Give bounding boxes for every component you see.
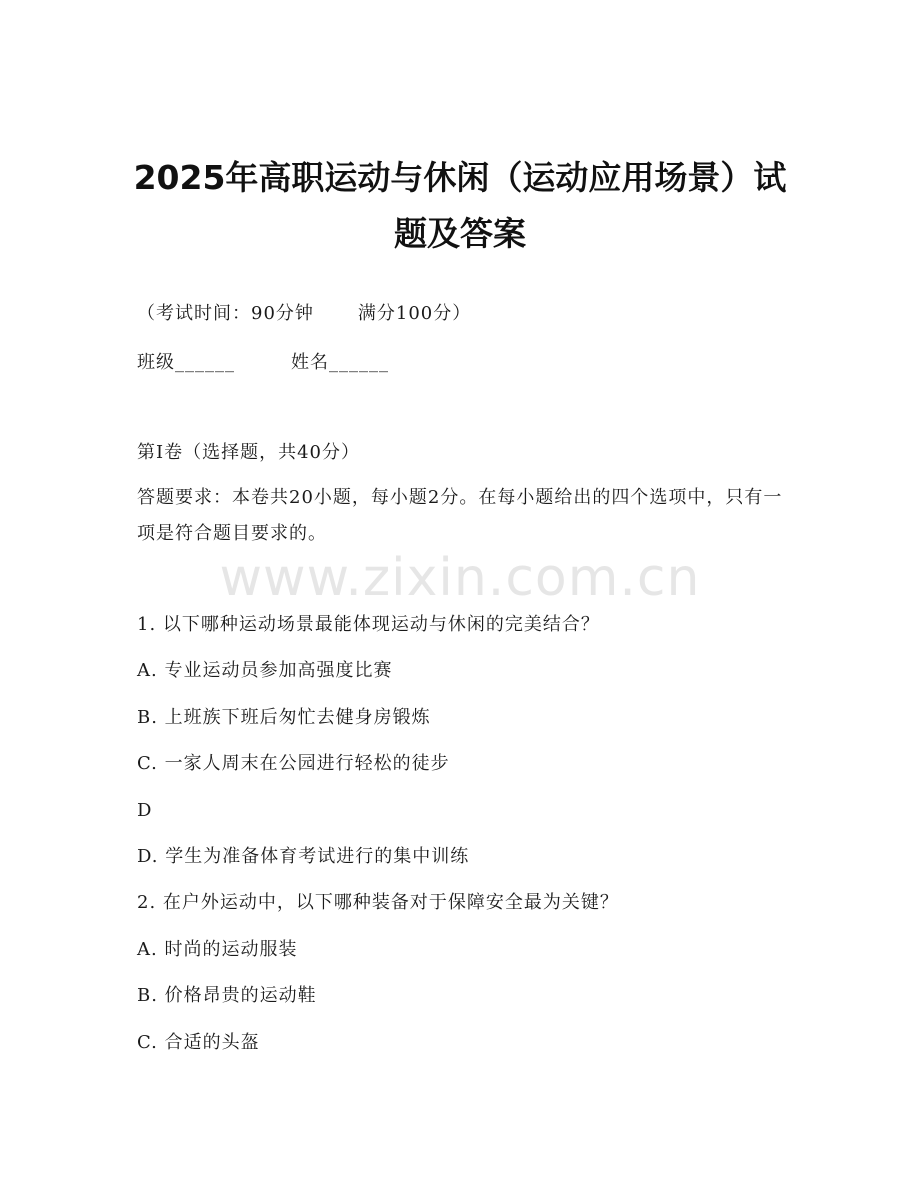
student-info	[137, 350, 389, 376]
question-1-stem: 1. 以下哪种运动场景最能体现运动与休闲的完美结合？	[137, 614, 600, 635]
class-field: 班级______	[137, 352, 235, 373]
question-1-option-a: A. 专业运动员参加高强度比赛	[137, 660, 393, 681]
question-1-option-d-stray: D	[137, 800, 153, 821]
watermark: www.zixin.com.cn	[219, 548, 701, 608]
question-1-option-b: B. 上班族下班后匆忙去健身房锻炼	[137, 707, 431, 728]
title-line-2: 题及答案	[394, 214, 526, 253]
exam-full-score: 满分100分）	[357, 303, 472, 324]
title-line-1: 2025年高职运动与休闲（运动应用场景）试	[133, 158, 787, 197]
document-title	[100, 150, 820, 262]
question-2-option-c: C. 合适的头盔	[137, 1032, 260, 1053]
question-1-option-c: C. 一家人周末在公园进行轻松的徒步	[137, 753, 450, 774]
exam-info	[137, 301, 471, 327]
exam-time: （考试时间：90分钟	[137, 303, 314, 324]
section-heading: 第I卷（选择题，共40分）	[137, 442, 361, 463]
name-field: 姓名______	[291, 352, 389, 373]
question-1-option-d: D. 学生为准备体育考试进行的集中训练	[137, 846, 470, 867]
question-2-option-b: B. 价格昂贵的运动鞋	[137, 985, 317, 1006]
question-2-option-a: A. 时尚的运动服装	[137, 939, 298, 960]
answer-instructions: 答题要求：本卷共20小题，每小题2分。在每小题给出的四个选项中，只有一项是符合题目要求的。	[137, 487, 783, 544]
question-2-stem: 2. 在户外运动中，以下哪种装备对于保障安全最为关键？	[137, 892, 619, 913]
